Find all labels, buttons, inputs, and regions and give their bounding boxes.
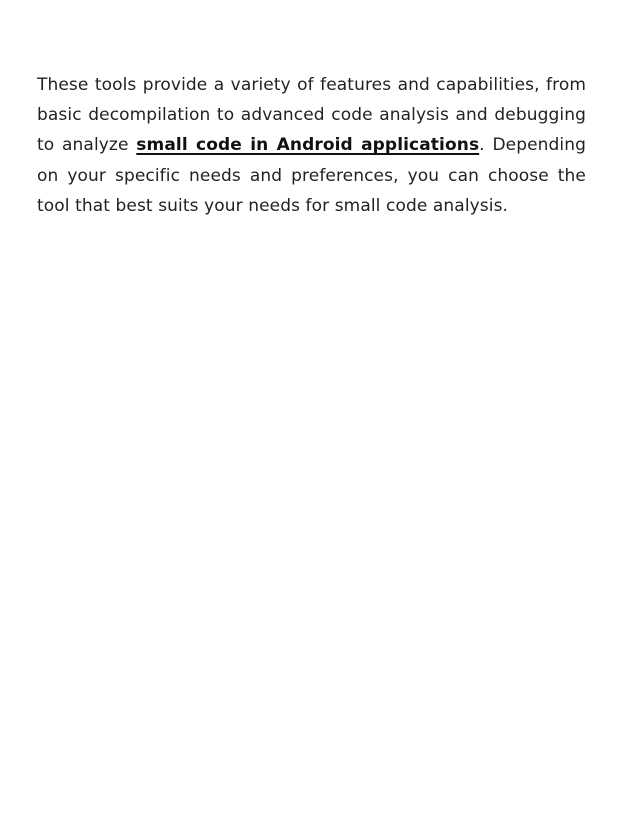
body-paragraph (37, 70, 586, 221)
android-small-code-link[interactable]: small code in Android applications (136, 135, 480, 156)
paragraph-text-after-link: . Depending on your specific needs and preferences, you can choose the tool that best suits your needs for small code analysis. (37, 135, 587, 216)
paragraph-text-before-link: These tools provide a variety of features and capabilities, from basic decompilation to advanced code analysis and debugging to analyze (37, 75, 586, 156)
